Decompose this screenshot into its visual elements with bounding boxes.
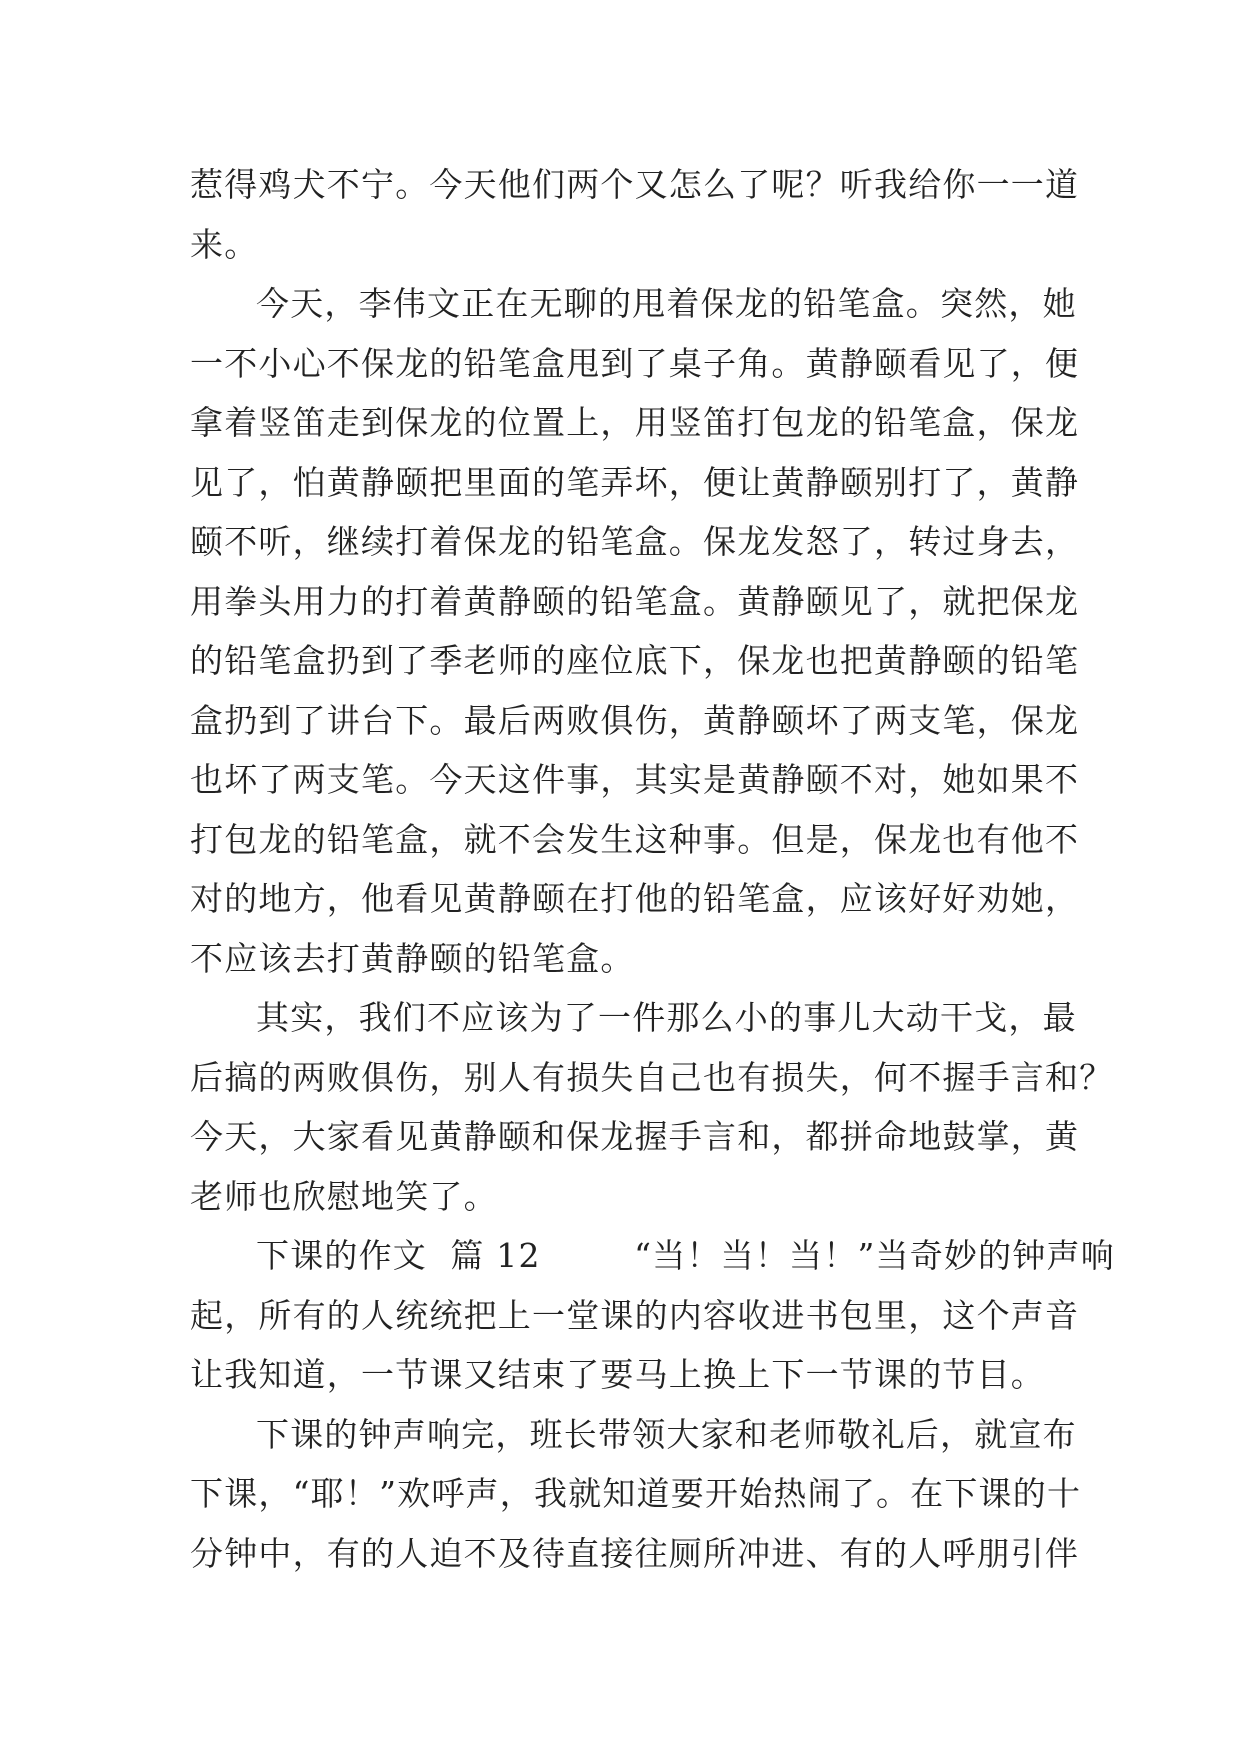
- text-line: 来。: [190, 224, 259, 264]
- text-line: 老师也欣慰地笑了。: [190, 1176, 498, 1216]
- text-line: 对的地方，他看见黄静颐在打他的铅笔盒，应该好好劝她，: [190, 879, 1080, 918]
- text-line: 的铅笔盒扔到了季老师的座位底下，保龙也把黄静颐的铅笔: [190, 641, 1080, 680]
- text-line: 惹得鸡犬不宁。今天他们两个又怎么了呢？听我给你一一道: [190, 165, 1080, 204]
- text-line: 颐不听，继续打着保龙的铅笔盒。保龙发怒了，转过身去，: [190, 522, 1080, 561]
- text-line: 起，所有的人统统把上一堂课的内容收进书包里，这个声音: [190, 1295, 1080, 1335]
- paragraph-start-line: 下课的钟声响完，班长带领大家和老师敬礼后，就宣布: [256, 1414, 1077, 1454]
- section-heading-line: 下课的作文 篇 12 “当！当！当！”当奇妙的钟声响: [256, 1236, 1115, 1275]
- text-line: 让我知道，一节课又结束了要马上换上下一节课的节目。: [190, 1355, 1045, 1394]
- paragraph-start-line: 今天，李伟文正在无聊的甩着保龙的铅笔盒。突然，她: [256, 284, 1077, 323]
- text-line: 打包龙的铅笔盒，就不会发生这种事。但是，保龙也有他不: [190, 819, 1080, 859]
- text-line: 不应该去打黄静颐的铅笔盒。: [190, 938, 635, 978]
- text-line: 也坏了两支笔。今天这件事，其实是黄静颐不对，她如果不: [190, 760, 1080, 799]
- text-line: 一不小心不保龙的铅笔盒甩到了桌子角。黄静颐看见了，便: [190, 343, 1080, 383]
- text-line: 后搞的两败俱伤，别人有损失自己也有损失，何不握手言和？: [190, 1057, 1114, 1097]
- text-line: 见了，怕黄静颐把里面的笔弄坏，便让黄静颐别打了，黄静: [190, 462, 1080, 502]
- text-line: 盒扔到了讲台下。最后两败俱伤，黄静颐坏了两支笔，保龙: [190, 700, 1080, 740]
- text-line: 分钟中，有的人迫不及待直接往厕所冲进、有的人呼朋引伴: [190, 1533, 1080, 1573]
- text-line: 今天，大家看见黄静颐和保龙握手言和，都拼命地鼓掌，黄: [190, 1117, 1080, 1156]
- text-line: 拿着竖笛走到保龙的位置上，用竖笛打包龙的铅笔盒，保龙: [190, 403, 1080, 442]
- article-body: [190, 155, 1115, 1583]
- paragraph-start-line: 其实，我们不应该为了一件那么小的事儿大动干戈，最: [256, 998, 1077, 1037]
- text-line: 下课，“耶！”欢呼声，我就知道要开始热闹了。在下课的十: [190, 1474, 1082, 1513]
- text-line: 用拳头用力的打着黄静颐的铅笔盒。黄静颐见了，就把保龙: [190, 581, 1080, 621]
